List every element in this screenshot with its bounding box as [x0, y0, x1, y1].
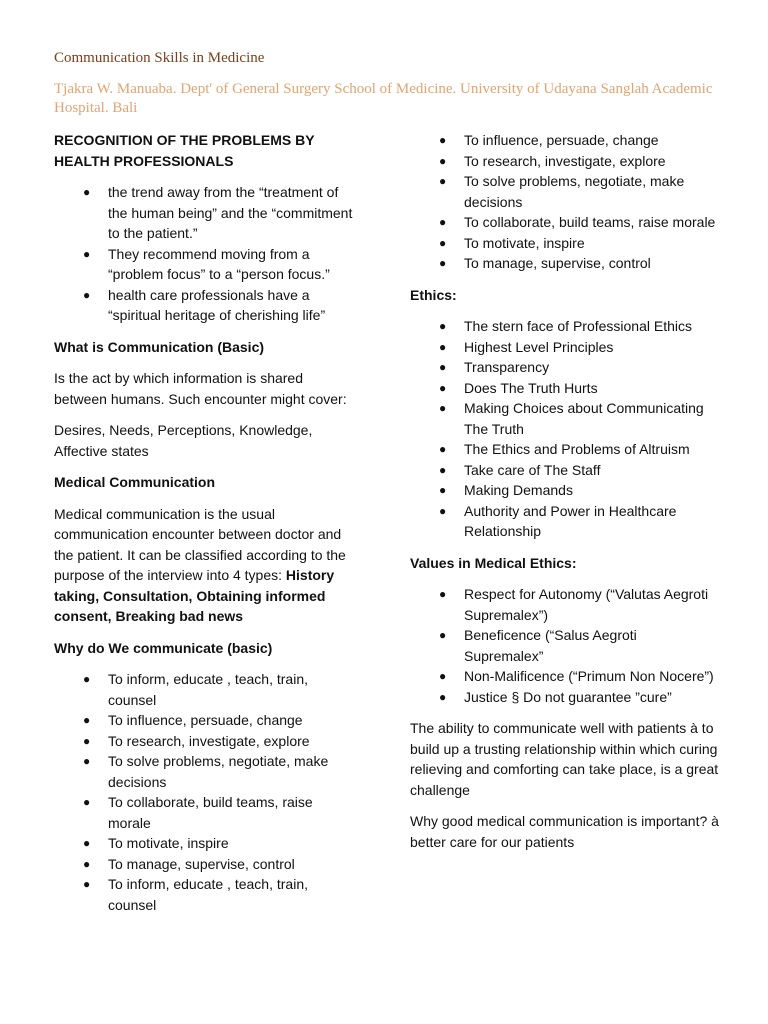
bullet-icon: ● [439, 628, 447, 642]
left-column [54, 130, 354, 926]
list-item: ● The Ethics and Problems of Altruism [464, 439, 720, 460]
what-is-communication-heading: What is Communication (Basic) [54, 338, 265, 355]
ethics-list [410, 316, 720, 542]
list-item: ● Making Choices about Communicating The Truth [439, 400, 704, 437]
bullet-icon: ● [83, 836, 91, 850]
bullet-icon: ● [439, 401, 447, 415]
bullet-icon: ● [83, 287, 91, 302]
bullet-icon: ● [439, 215, 447, 229]
bullet-icon: ● [439, 235, 447, 250]
list-item: ● Highest Level Principles [464, 337, 720, 358]
bullet-icon: ● [439, 174, 447, 188]
list-item: ● Non-Malificence (“Primum Non Nocere”) [464, 666, 720, 687]
recognition-list [54, 182, 354, 326]
medical-communication-text: Medical communication is the usual communication encounter between doctor and the patient. It can be classified according to the purpose of the interview into 4 types: History taking, Consultation, Obtaining informed consent, Breaking bad news [54, 505, 346, 624]
interview-types: History taking, Consultation, Obtaining informed consent, Breaking bad news [54, 567, 335, 624]
bullet-icon: ● [439, 483, 447, 497]
why-good-communication-paragraph: Why good medical communication is important? à better care for our patients [410, 813, 719, 850]
right-column [410, 130, 720, 863]
list-item: ● Justice § Do not guarantee ”cure” [464, 687, 720, 708]
bullet-icon: ● [439, 360, 447, 374]
list-item: ● Authority and Power in Healthcare Relationship [439, 502, 677, 539]
list-item: ● They recommend moving from a “problem focus” to a “person focus.” [83, 245, 330, 282]
document-title: Communication Skills in Medicine [54, 50, 265, 66]
list-item: ● Beneficence (“Salus Aegroti Supremalex” [439, 627, 637, 664]
list-item: ● health care professionals have a “spiritual heritage of cherishing life” [83, 286, 326, 323]
list-item: ● Transparency [464, 357, 720, 378]
author-affiliation: Tjakra W. Manuaba. Dept' of General Surgery School of Medicine. University of Udayana Sanglah Academic Hospital. Bali [54, 81, 713, 116]
list-item: ● To inform, educate , teach, train, counsel [83, 671, 308, 708]
list-item: ● Respect for Autonomy (“Valutas Aegroti Supremalex”) [439, 586, 709, 623]
recognition-heading: RECOGNITION OF THE PROBLEMS BY HEALTH PROFESSIONALS [54, 132, 315, 169]
bullet-icon: ● [439, 319, 447, 333]
list-item: ● Take care of The Staff [464, 460, 720, 481]
bullet-icon: ● [439, 503, 447, 518]
bullet-icon: ● [439, 442, 447, 456]
medical-communication-heading: Medical Communication [54, 474, 216, 490]
bullet-icon: ● [439, 689, 447, 704]
bullet-icon: ● [83, 856, 91, 871]
list-item: ● Does The Truth Hurts [464, 378, 720, 399]
list-item: ● To influence, persuade, change [464, 130, 720, 151]
bullet-icon: ● [83, 754, 91, 768]
bullet-icon: ● [439, 380, 447, 395]
bullet-icon: ● [439, 339, 447, 354]
list-item: ● To motivate, inspire [464, 233, 720, 254]
bullet-icon: ● [83, 185, 91, 199]
bullet-icon: ● [83, 672, 91, 686]
list-item: ● the trend away from the “treatment of the human being” and the “commitment to the patient.” [83, 184, 353, 241]
bullet-icon: ● [83, 795, 91, 809]
bullet-icon: ● [83, 246, 91, 261]
bullet-icon: ● [83, 733, 91, 748]
list-item: ● The stern face of Professional Ethics [464, 316, 720, 337]
list-item: ● To manage, supervise, control [464, 253, 720, 274]
ability-paragraph: The ability to communicate well with patients à to build up a trusting relationship within which curing relieving and comforting can take place, is a great challenge [410, 720, 719, 798]
list-item: ● To collaborate, build teams, raise morale [464, 212, 720, 233]
what-is-communication-text: Is the act by which information is shared between humans. Such encounter might cover: [54, 370, 347, 407]
list-item: ● To research, investigate, explore [464, 151, 720, 172]
bullet-icon: ● [439, 153, 447, 168]
values-heading: Values in Medical Ethics: [410, 554, 577, 571]
why-communicate-list [54, 669, 354, 915]
list-item: ● To solve problems, negotiate, make decisions [439, 173, 685, 210]
why-communicate-continued-list [410, 130, 720, 274]
bullet-icon: ● [439, 587, 447, 601]
values-list [410, 584, 720, 707]
why-communicate-heading: Why do We communicate (basic) [54, 639, 273, 656]
bullet-icon: ● [439, 256, 447, 270]
bullet-icon: ● [439, 133, 447, 147]
bullet-icon: ● [439, 462, 447, 477]
ethics-heading: Ethics: [410, 286, 457, 303]
list-item: ● To influence, persuade, change [108, 710, 354, 731]
list-item: ● Making Demands [464, 480, 720, 501]
communication-contents-text: Desires, Needs, Perceptions, Knowledge, Affective states [54, 422, 313, 459]
list-item: ● To manage, supervise, control [108, 854, 354, 875]
list-item: ● To motivate, inspire [108, 833, 354, 854]
list-item: ● To collaborate, build teams, raise morale [83, 794, 313, 831]
list-item: ● To solve problems, negotiate, make decisions [83, 753, 329, 790]
list-item: ● To research, investigate, explore [108, 731, 354, 752]
bullet-icon: ● [439, 669, 447, 683]
list-item: ● To inform, educate , teach, train, counsel [83, 876, 308, 913]
bullet-icon: ● [83, 713, 91, 727]
bullet-icon: ● [83, 877, 91, 891]
